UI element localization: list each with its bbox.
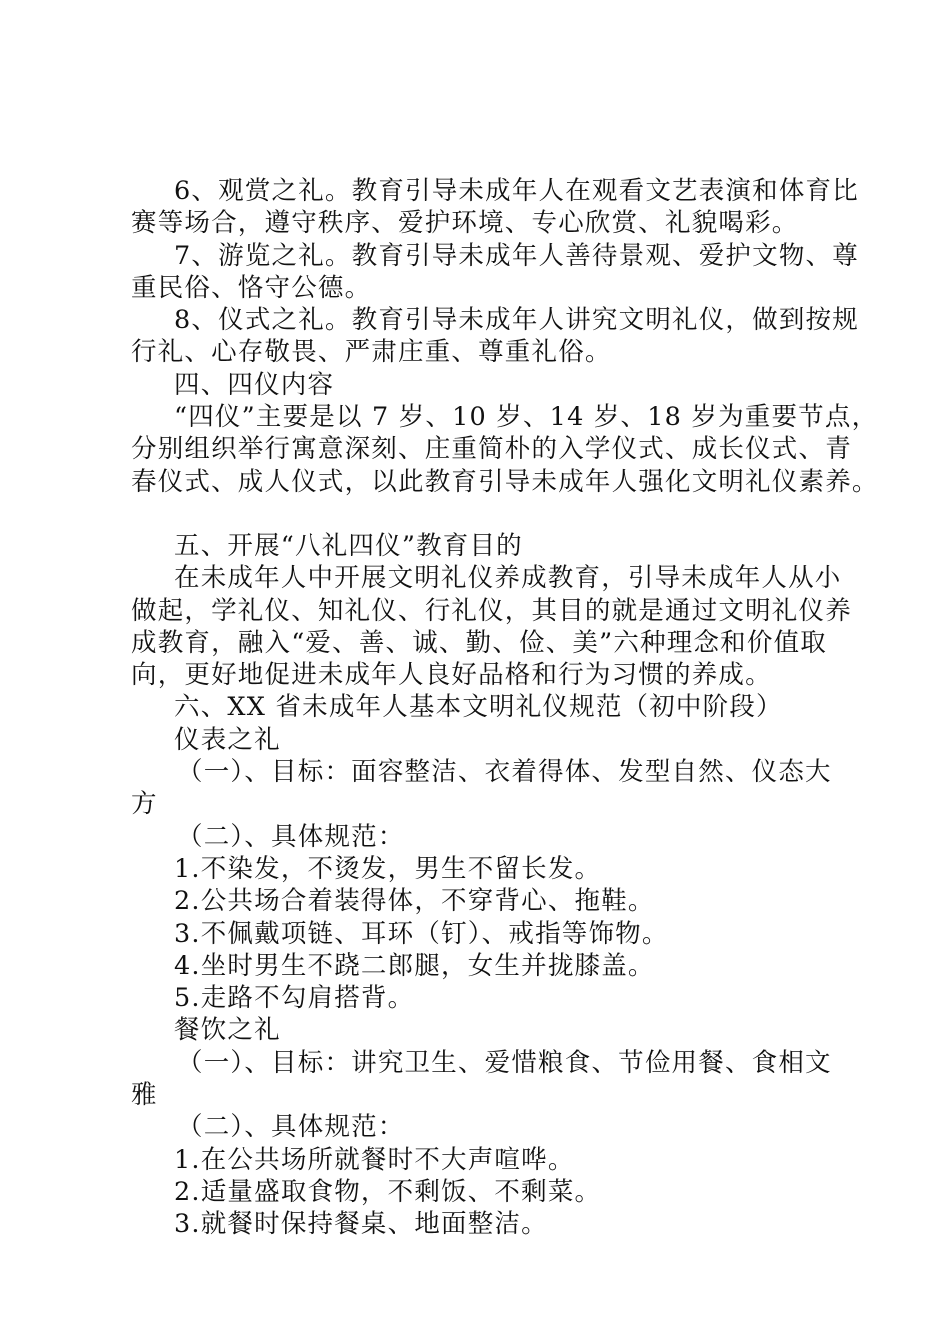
list-item: 2.公共场合着装得体，不穿背心、拖鞋。: [174, 886, 655, 917]
paragraph-line: 赛等场合，遵守秩序、爱护环境、专心欣赏、礼貌喝彩。: [131, 208, 799, 239]
list-item: 4.坐时男生不跷二郎腿，女生并拢膝盖。: [174, 950, 655, 981]
paragraph-line: 做起，学礼仪、知礼仪、行礼仪，其目的就是通过文明礼仪养: [131, 595, 852, 626]
paragraph-line: 在未成年人中开展文明礼仪养成教育，引导未成年人从小: [174, 563, 842, 594]
subsection-heading: 仪表之礼: [174, 724, 281, 755]
paragraph-line: （一）、目标：面容整洁、衣着得体、发型自然、仪态大: [177, 757, 832, 788]
paragraph-line: “四仪”主要是以 7 岁、10 岁、14 岁、18 岁为重要节点，: [174, 402, 879, 433]
subsection-heading: 餐饮之礼: [174, 1015, 281, 1046]
paragraph-line: （二）、具体规范：: [177, 821, 405, 852]
paragraph-line: 春仪式、成人仪式，以此教育引导未成年人强化文明礼仪素养。: [131, 466, 879, 497]
document-body: [131, 175, 879, 1241]
list-item: 5.走路不勾肩搭背。: [174, 983, 415, 1014]
list-item: 1.不染发，不烫发，男生不留长发。: [174, 853, 602, 884]
section-heading: 六、XX 省未成年人基本文明礼仪规范（初中阶段）: [174, 692, 783, 723]
list-item: 1.在公共场所就餐时不大声喧哗。: [174, 1144, 575, 1175]
section-heading: 五、开展“八礼四仪”教育目的: [174, 530, 523, 561]
list-item: 2.适量盛取食物，不剩饭、不剩菜。: [174, 1176, 602, 1207]
paragraph-line: 雅: [131, 1080, 158, 1111]
paragraph-line: （二）、具体规范：: [177, 1112, 405, 1143]
paragraph-line: 6、观赏之礼。教育引导未成年人在观看文艺表演和体育比: [174, 176, 859, 206]
paragraph-line: 7、游览之礼。教育引导未成年人善待景观、爱护文物、尊: [174, 240, 859, 271]
paragraph-line: 方: [131, 789, 158, 820]
section-heading: 四、四仪内容: [174, 369, 335, 400]
paragraph-line: 重民俗、恪守公德。: [131, 272, 372, 303]
paragraph-line: 8、仪式之礼。教育引导未成年人讲究文明礼仪，做到按规: [174, 305, 859, 336]
paragraph-gap: [131, 498, 841, 530]
paragraph-line: （一）、目标：讲究卫生、爱惜粮食、节俭用餐、食相文: [177, 1047, 832, 1078]
paragraph-line: 分别组织举行寓意深刻、庄重简朴的入学仪式、成长仪式、青: [131, 434, 852, 465]
list-item: 3.不佩戴项链、耳环（钉）、戒指等饰物。: [174, 918, 669, 949]
paragraph-line: 行礼、心存敬畏、严肃庄重、尊重礼俗。: [131, 337, 612, 368]
paragraph-line: 向，更好地促进未成年人良好品格和行为习惯的养成。: [131, 660, 772, 691]
paragraph-line: 成教育，融入“爱、善、诚、勤、俭、美”六种理念和价值取: [131, 627, 827, 658]
list-item: 3.就餐时保持餐桌、地面整洁。: [174, 1209, 548, 1240]
